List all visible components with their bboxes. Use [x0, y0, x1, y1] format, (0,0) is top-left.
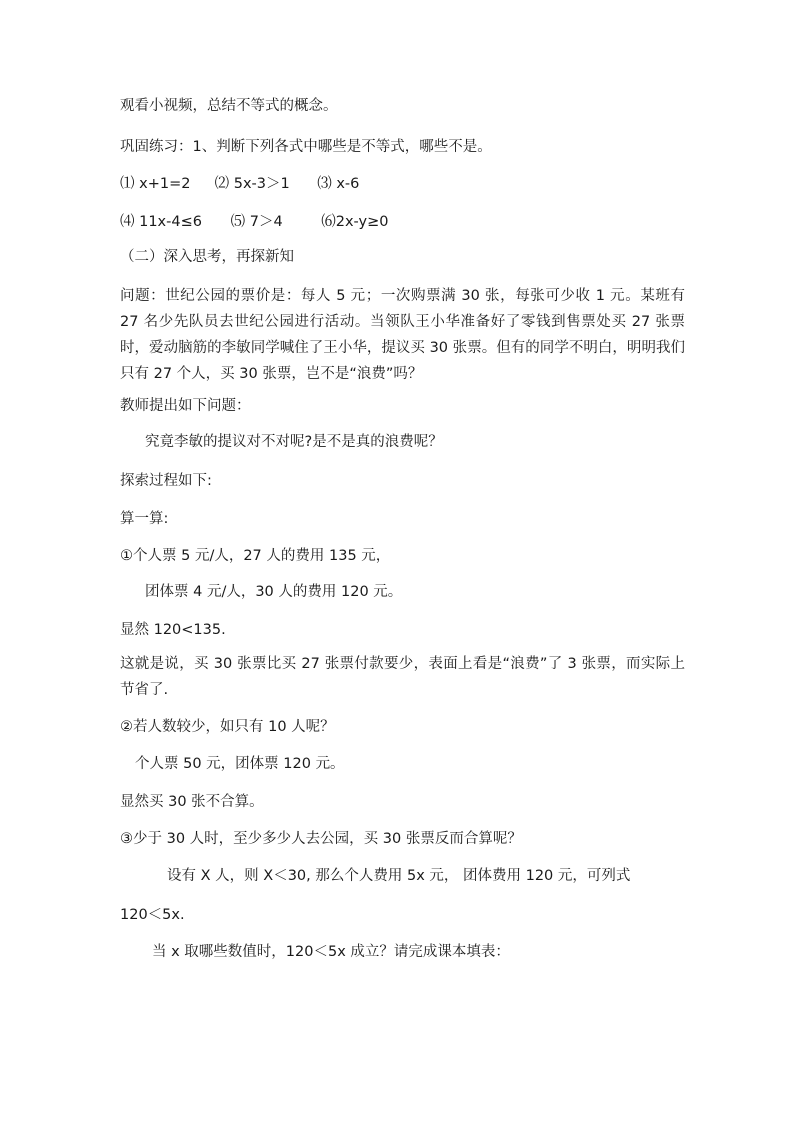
calc-step-1: ①个人票 5 元/人，27 人的费用 135 元， [120, 548, 391, 564]
expression-row-2 [120, 211, 388, 233]
inequality-line: 120＜5x. [120, 907, 185, 923]
calc-step-2: ②若人数较少，如只有 10 人呢？ [120, 719, 335, 735]
calc-step-2b: 个人票 50 元，团体票 120 元。 [135, 756, 345, 772]
section-heading: （二）深入思考，再探新知 [120, 249, 294, 265]
calc-step-1b: 团体票 4 元/人，30 人的费用 120 元。 [145, 584, 403, 600]
expression-item: ⑶ x-6 [317, 176, 360, 192]
expression-item: ⑴ x+1=2 [120, 176, 191, 192]
final-question: 当 x 取哪些数值时，120＜5x 成立？请完成课本填表： [152, 944, 510, 960]
expression-item: ⑷ 11x-4≤6 [120, 214, 202, 230]
question-line: 究竟李敏的提议对不对呢?是不是真的浪费呢？ [145, 434, 443, 450]
obvious-comparison: 显然 120<135. [120, 622, 226, 638]
explore-line: 探索过程如下: [120, 473, 212, 489]
intro-line: 观看小视频，总结不等式的概念。 [120, 98, 338, 114]
problem-paragraph: 问题：世纪公园的票价是：每人 5 元；一次购票满 30 张，每张可少收 1 元。某班有 27 名少先队员去世纪公园进行活动。当领队王小华准备好了零钱到售票处买 27 张票时，爱动脑筋的李敏同学喊住了王小华，提议买 30 张票。但有的同学不明白，明明我们只有 27 个人，买 30 张票，岂不是“浪费”吗？ [120, 288, 685, 382]
expression-item: ⑹2x-y≥0 [321, 214, 389, 230]
conclusion-paragraph: 这就是说，买 30 张票比买 27 张票付款要少，表面上看是“浪费”了 3 张票，而实际上节省了. [120, 656, 685, 698]
teacher-line: 教师提出如下问题： [120, 398, 251, 414]
expression-row-1 [120, 173, 359, 195]
calc-heading: 算一算: [120, 511, 169, 527]
calc-step-3: ③少于 30 人时，至少多少人去公园，买 30 张票反而合算呢？ [120, 831, 522, 847]
exercise-heading: 巩固练习：1、判断下列各式中哪些是不等式，哪些不是。 [120, 139, 492, 155]
expression-item: ⑸ 7＞4 [230, 214, 283, 230]
expression-item: ⑵ 5x-3＞1 [214, 176, 290, 192]
set-x-line: 设有 X 人，则 X＜30, 那么个人费用 5x 元， 团体费用 120 元，可列式 [167, 868, 631, 884]
obvious-2: 显然买 30 张不合算。 [120, 794, 264, 810]
